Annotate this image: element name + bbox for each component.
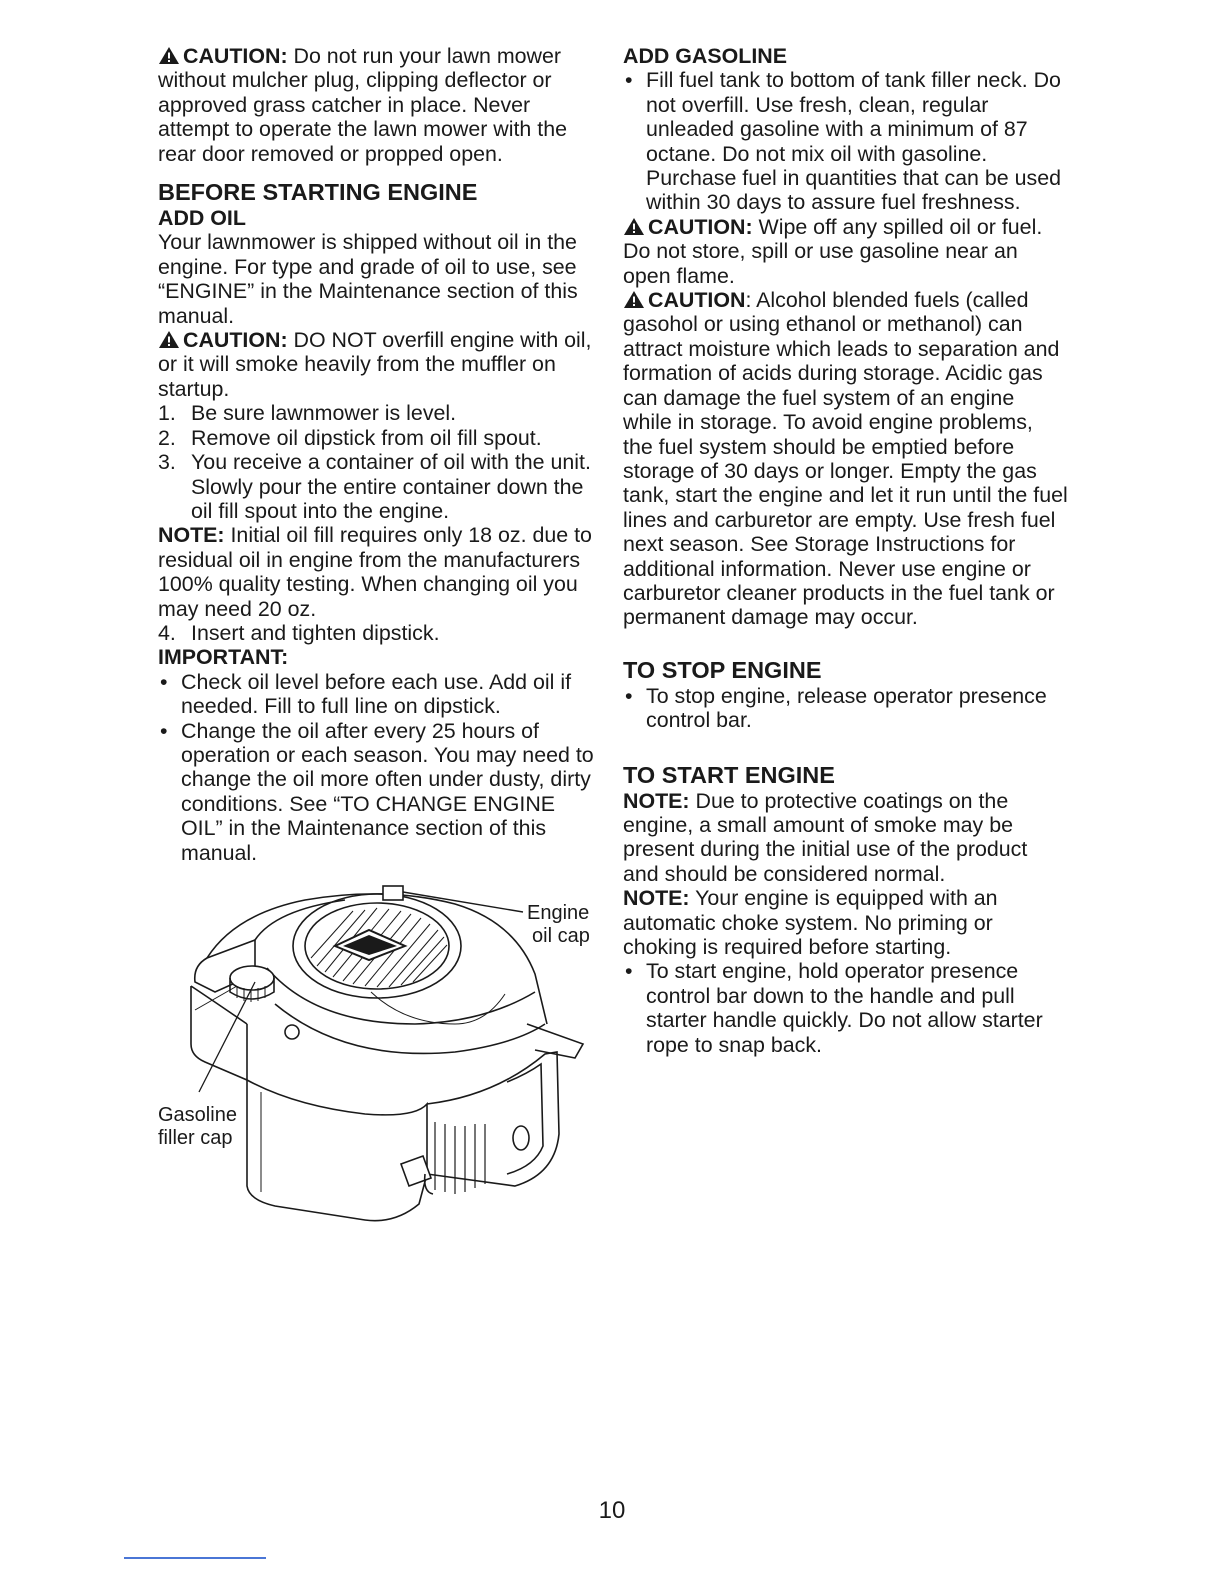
note-label: NOTE: [623,886,690,911]
add-oil-text: Your lawnmower is shipped without oil in the engine. For type and grade of oil to use, see “ENGINE” in the Maintenance section of this manual. [158,230,578,328]
bullet-item [158,670,598,719]
warning-icon [158,330,180,349]
caution-overfill [158,328,598,401]
step-item [158,450,598,523]
page-number: 10 [598,1497,626,1524]
bullet-text: Change the oil after every 25 hours of operation or each season. You may need to change the oil more often under dusty, dirty conditions. See “TO CHANGE ENGINE OIL” in the Maintenance section of this manual. [181,718,594,865]
step-item [158,621,598,645]
right-column [623,44,1068,1057]
bullet-dot: • [625,68,633,93]
before-starting-heading: BEFORE STARTING ENGINE [158,179,478,206]
stop-engine-heading: TO STOP ENGINE [623,656,822,683]
bullet-item [623,684,1068,733]
step-text: Insert and tighten dipstick. [191,620,440,645]
engine-label: Engine [527,902,590,924]
bullet-dot: • [625,959,633,984]
note-text: Due to protective coatings on the engine, a small amount of smoke may be present during the initial use of the product and should be considered normal. [623,788,1028,886]
caution-text: Do not run your lawn mower without mulcher plug, clipping deflector or approved grass catcher in place. Never attempt to operate the lawn mower with the rear door removed or propped open. [158,44,568,166]
start-engine-heading: TO START ENGINE [623,761,835,788]
note-text: Initial oil fill requires only 18 oz. due to residual oil in engine from the manufacturers 100% quality testing. When changing oil you may need 20 oz. [158,523,592,621]
caution-label: CAUTION [648,288,746,313]
warning-icon [623,290,645,309]
step-text: You receive a container of oil with the unit. Slowly pour the entire container down the oil fill spout into the engine. [191,450,591,523]
caution-text: Wipe off any spilled oil or fuel. Do not store, spill or use gasoline near an open flame. [623,214,1043,288]
bullet-text: To stop engine, release operator presence control bar. [646,683,1047,733]
caution-label: CAUTION: [183,44,288,68]
note-label: NOTE: [623,788,690,813]
step-number: 4. [158,620,176,645]
note-label: NOTE: [158,523,225,548]
warning-icon [158,46,180,65]
step-item [158,401,598,425]
caution-alcohol [623,288,1068,630]
caution-text: DO NOT overfill engine with oil, or it will smoke heavily from the muffler on startup. [158,328,592,401]
bullet-item [158,719,598,865]
warning-icon [623,217,645,236]
note-oil-fill [158,523,598,621]
caution-label: CAUTION: [183,328,288,353]
engine-illustration [155,874,595,1226]
caution-label: CAUTION: [648,214,753,239]
step-number: 2. [158,425,176,450]
step-text: Be sure lawnmower is level. [191,401,457,426]
step-text: Remove oil dipstick from oil fill spout. [191,425,542,450]
bullet-item [623,68,1068,214]
oil-cap-label: oil cap [532,925,590,947]
bullet-dot: • [160,718,168,743]
bullet-item [623,959,1068,1057]
note-text: Your engine is equipped with an automatic choke system. No priming or choking is required before starting. [623,886,998,959]
caution-mulcher [158,44,598,166]
caution-text: : Alcohol blended fuels (called gasohol or using ethanol or methanol) can attract moisture which leads to separation and formation of acids during storage. Acidic gas can damage the fuel system of an engine while in storage. To avoid engine problems, the fuel system should be emptied before storage of 30 days or longer. Empty the gas tank, start the engine and let it run until the fuel lines and carburetor are empty. Use fresh fuel next season. See Storage Instructions for additional information. Never use engine or carburetor cleaner products in the fuel tank or permanent damage may occur. [623,288,1068,630]
bullet-text: Check oil level before each use. Add oil if needed. Fill to full line on dipstick. [181,669,572,719]
add-gasoline-heading: ADD GASOLINE [623,44,788,68]
bullet-text: To start engine, hold operator presence control bar down to the handle and pull starter handle quickly. Do not allow starter rope to snap back. [646,959,1043,1057]
step-item [158,426,598,450]
filler-cap-label: filler cap [158,1127,233,1149]
add-oil-heading: ADD OIL [158,206,246,231]
bottom-divider [124,1557,266,1559]
left-column [158,44,598,865]
bullet-dot: • [160,669,168,694]
important-heading: IMPORTANT: [158,645,289,670]
bullet-dot: • [625,683,633,708]
step-number: 1. [158,401,176,426]
caution-spill [623,215,1068,288]
gasoline-label: Gasoline [158,1104,237,1126]
note-choke [623,886,1068,959]
bullet-text: Fill fuel tank to bottom of tank filler neck. Do not overfill. Use fresh, clean, regular unleaded gasoline with a minimum of 87 octane. Do not mix oil with gasoline. Purchase fuel in quantities that can be used within 30 days to assure fuel freshness. [646,68,1062,215]
engine-drawing [155,874,595,1226]
step-number: 3. [158,450,176,475]
note-smoke [623,789,1068,887]
